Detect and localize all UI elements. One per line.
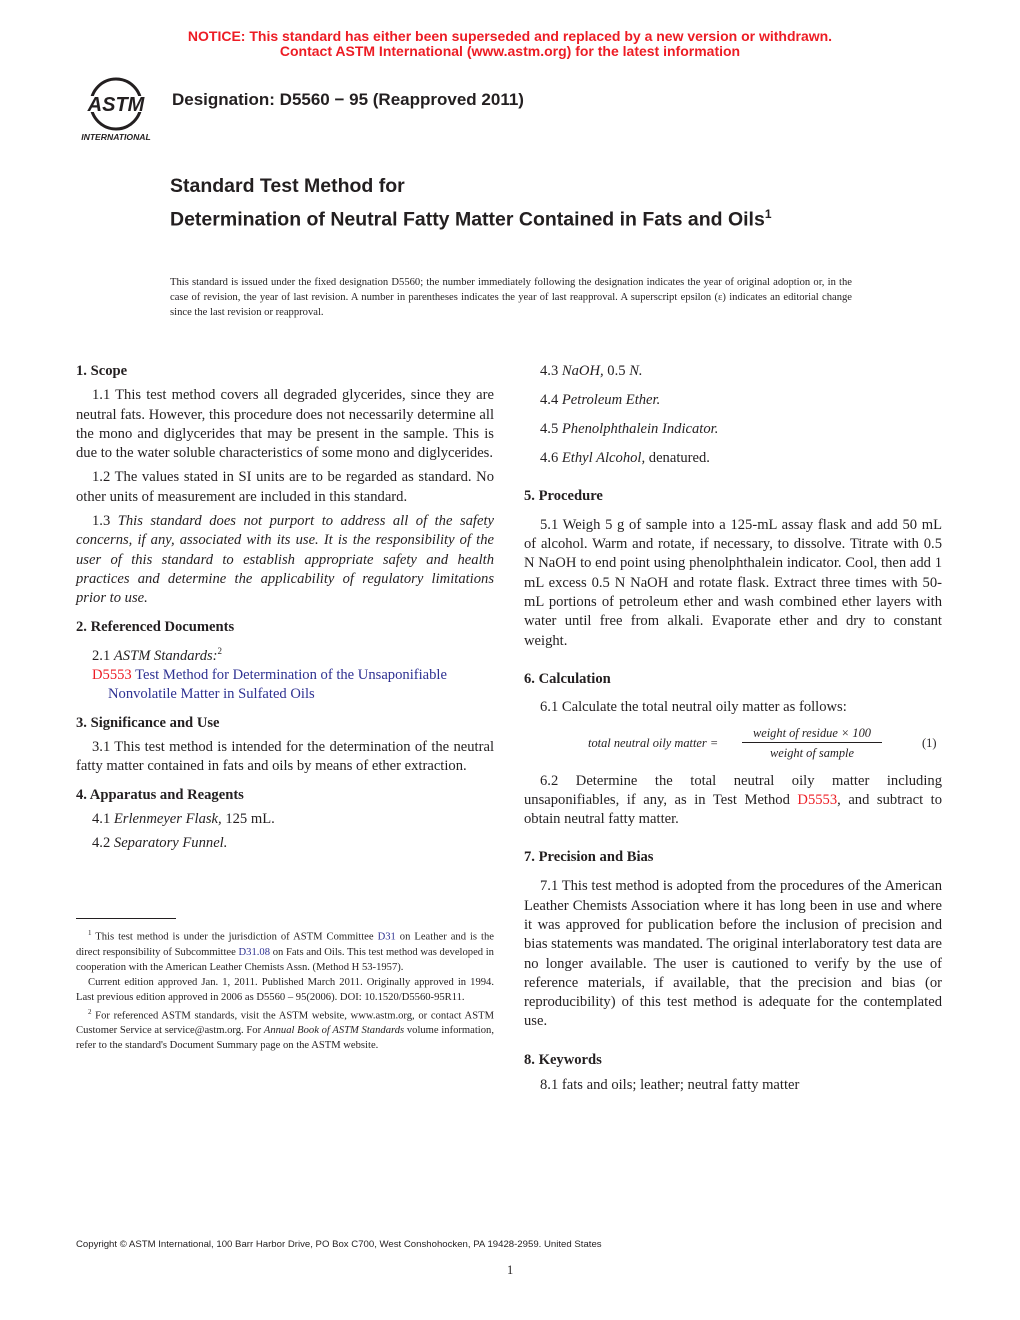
footnote-1-edition: Current edition approved Jan. 1, 2011. Published March 2011. Originally approved in 1994. Last previous edition approved in 2006 as D5560 – 95(2006). DOI: 10.1520/D5560-95R11. bbox=[76, 976, 494, 1003]
paragraph-6-2: 6.2 Determine the total neutral oily matter including unsaponifiables, if any, as in Test Method D5553, and subtract to obtain neutral fatty matter. bbox=[524, 772, 943, 828]
fraction-bar bbox=[742, 742, 882, 743]
equation-number: (1) bbox=[922, 735, 937, 750]
footnotes bbox=[76, 926, 494, 1053]
left-column bbox=[76, 362, 494, 853]
paragraph-8-1: 8.1 fats and oils; leather; neutral fatty matter bbox=[540, 1076, 800, 1093]
logo-subtext: INTERNATIONAL bbox=[81, 132, 151, 142]
paragraph-2-1: 2.1 ASTM Standards:$^2$ bbox=[92, 645, 223, 664]
section-heading-referenced-documents: 2. Referenced Documents bbox=[76, 618, 235, 635]
section-heading-precision: 7. Precision and Bias bbox=[524, 849, 654, 866]
equation-numerator: weight of residue × 100 bbox=[752, 725, 872, 740]
section-heading-calculation: 6. Calculation bbox=[524, 670, 611, 687]
equation-denominator: weight of sample bbox=[770, 745, 854, 760]
reference-d5553[interactable]: D5553 Test Method for Determination of the Unsaponifiable Nonvolatile Matter in Sulfated Oils bbox=[92, 667, 447, 703]
section-heading-procedure: 5. Procedure bbox=[524, 487, 603, 504]
paragraph-5-1: 5.1 Weigh 5 g of sample into a 125-mL assay flask and add 50 mL of alcohol. Warm and rotate, if necessary, to dissolve. Titrate with 0.5 N NaOH to end point using phenolphthalein indicator. Cool, then add 1 mL excess 0.5 N NaOH and rotate flask. Extract three times with 50-mL portions of petroleum ether and wash combined ether layers with water until free from alkali. Evaporate ether and dry to constant weight. bbox=[524, 516, 942, 649]
title-line-2: Determination of Neutral Fatty Matter Contained in Fats and Oils$^1$ bbox=[170, 207, 772, 231]
page-number: 1 bbox=[507, 1263, 514, 1277]
item-4-2: 4.2 Separatory Funnel. bbox=[92, 835, 228, 852]
footnote-2: $^2$ For referenced ASTM standards, visit the ASTM website, www.astm.org, or contact ASTM Customer Service at service@astm.org. For Annual Book of ASTM Standards volume information, refer to the standard's Document Summary page on the ASTM website. bbox=[76, 1007, 494, 1052]
section-heading-scope: 1. Scope bbox=[76, 363, 128, 379]
item-4-5: 4.5 Phenolphthalein Indicator. bbox=[540, 420, 719, 437]
equation-lhs: total neutral oily matter = bbox=[588, 735, 719, 750]
paragraph-1-3: 1.3 This standard does not purport to address all of the safety concerns, if any, associated with its use. It is the responsibility of the user of this standard to establish appropriate safety and health practices and determine the applicability of regulatory limitations prior to use. bbox=[76, 513, 494, 607]
right-column bbox=[524, 362, 942, 1095]
item-4-4: 4.4 Petroleum Ether. bbox=[540, 391, 661, 408]
footnote-divider bbox=[76, 918, 176, 919]
paragraph-1-2: 1.2 The values stated in SI units are to be regarded as standard. No other units of measurement are included in this standard. bbox=[76, 469, 494, 505]
item-4-1: 4.1 Erlenmeyer Flask, 125 mL. bbox=[92, 810, 275, 827]
paragraph-3-1: 3.1 This test method is intended for the determination of the neutral fatty matter contained in fats and oils by means of ether extraction. bbox=[76, 738, 494, 775]
equation-1 bbox=[524, 724, 942, 764]
footnote-1: $^1$ This test method is under the jurisdiction of ASTM Committee D31 on Leather and is the direct responsibility of Subcommittee D31.08 on Fats and Oils. This test method was developed in cooperation with the American Leather Chemists Assn. (Method H 53-1957). bbox=[76, 929, 494, 973]
item-4-3: 4.3 NaOH, 0.5 N. bbox=[540, 363, 643, 379]
section-heading-significance: 3. Significance and Use bbox=[76, 714, 220, 731]
paragraph-7-1: 7.1 This test method is adopted from the procedures of the American Leather Chemists Association where it has long been in use and where it was approved for publication before the inclusion of precision and bias statements was mandated. The original interlaboratory test data are no longer available. The user is cautioned to verify by the use of reference materials, if available, that the precision and bias (or reproducibility) of this test method is adequate for the contemplated use. bbox=[524, 878, 942, 1030]
item-4-6: 4.6 Ethyl Alcohol, denatured. bbox=[540, 449, 710, 466]
section-heading-apparatus: 4. Apparatus and Reagents bbox=[76, 786, 244, 803]
paragraph-1-1: 1.1 This test method covers all degraded glycerides, since they are neutral fats. However, this procedure does not necessarily determine all the mono and diglycerides that may be present in the sample. This is due to the water soluble characteristics of some mono and diglycerides. bbox=[76, 387, 494, 462]
title-footnote-ref[interactable]: 1 bbox=[764, 207, 772, 221]
paragraph-6-1: 6.1 Calculate the total neutral oily matter as follows: bbox=[540, 699, 847, 716]
title-line-1: Standard Test Method for bbox=[170, 175, 405, 197]
notice-line-2: Contact ASTM International (www.astm.org) for the latest information bbox=[279, 43, 741, 59]
logo-text: ASTM bbox=[87, 94, 145, 116]
copyright: Copyright © ASTM International, 100 Barr Harbor Drive, PO Box C700, West Conshohocken, PA 19428-2959. United States bbox=[76, 1239, 602, 1250]
intro-paragraph: This standard is issued under the fixed designation D5560; the number immediately following the designation indicates the year of original adoption or, in the case of revision, the year of last revision. A number in parentheses indicates the year of last reapproval. A superscript epsilon (ε) indicates an editorial change since the last revision or reapproval. bbox=[170, 277, 852, 318]
astm-logo bbox=[68, 70, 164, 146]
designation: Designation: D5560 − 95 (Reapproved 2011) bbox=[172, 90, 524, 109]
notice-line-1: NOTICE: This standard has either been superseded and replaced by a new version or withdrawn. bbox=[187, 28, 833, 44]
section-heading-keywords: 8. Keywords bbox=[524, 1051, 602, 1068]
